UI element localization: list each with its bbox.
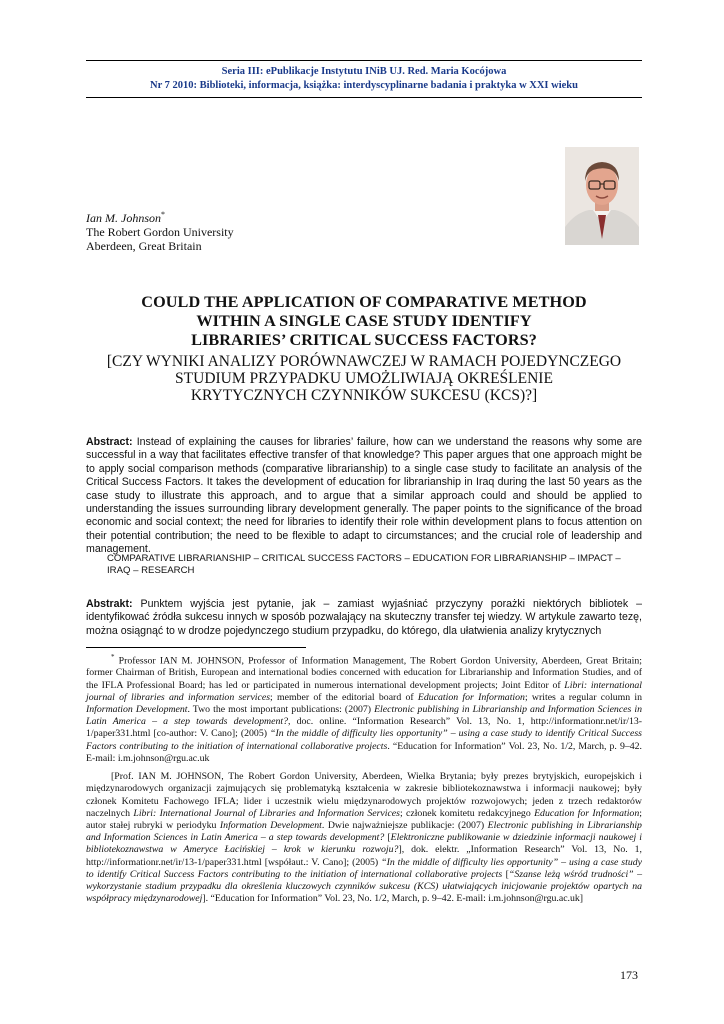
footnote-en-italic: Libri: international journal of libraries and information services [86, 679, 642, 703]
footnote-pl-text: ; członek komitetu redakcyjnego [399, 807, 535, 819]
series-header-line1: Seria III: ePublikacje Instytutu INiB UJ. Red. Maria Kocójowa [221, 66, 507, 77]
footnote-pl-italic: Education for Information [534, 807, 640, 819]
author-footnote [86, 651, 642, 905]
portrait-illustration [565, 147, 639, 245]
abstract-english [86, 436, 642, 557]
footnote-en-italic: Education for Information [417, 691, 525, 703]
footnote-en-text: ; writes a regular column in [524, 691, 642, 703]
keywords: COMPARATIVE LIBRARIANSHIP – CRITICAL SUCCESS FACTORS – EDUCATION FOR LIBRARIANSHIP – IMPACT – IRAQ – RESEARCH [107, 553, 621, 576]
footnote-en-text: . Two the most important publications: (2007) [187, 704, 375, 716]
footnote-pl-text: . Dwie najważniejsze publikacje: (2007) [321, 819, 488, 831]
author-footnote-mark: * [161, 210, 165, 219]
author-portrait-photo [565, 147, 639, 245]
footnote-en-text: . “Education for Information” Vol. 23, No. 1/2, March, p. 9–42. E-mail: i.m.johnson@rgu.ac.uk [86, 740, 642, 764]
abstract-label: Abstract: [86, 436, 133, 448]
footnote-pl-text: ; autor stałej rubryki w periodyku [86, 807, 642, 831]
series-header-line2: Nr 7 2010: Biblioteki, informacja, książka: interdyscyplinarne badania i praktyka w XXI wieku [149, 80, 578, 91]
abstract-polish [86, 598, 642, 638]
footnote-pl-italic: “In the middle of difficulty lies opportunity” – using a case study to identify Critical Success Factors contributing to the initiation of international collaborative projects [86, 856, 642, 880]
header-bottom-rule [86, 97, 642, 98]
footnote-en-italic: Electronic publishing in Librarianship and Information Sciences in Latin America – a step towards development? [86, 704, 642, 728]
footnote-mark: * [111, 653, 115, 661]
subtitle-line2: STUDIUM PRZYPADKU UMOŻLIWIAJĄ OKREŚLENIE [175, 370, 553, 387]
author-name: Ian M. Johnson [86, 211, 161, 225]
author-name-line [86, 208, 234, 225]
footnote-en-italic: “In the middle of difficulty lies opportunity” – using a case study to identify Critical Success Factors contributing to the initiation of international collaborative projects [86, 728, 642, 752]
header-top-rule [86, 60, 642, 61]
footnote-pl-text: [Prof. IAN M. JOHNSON, The Robert Gordon University, Aberdeen, Wielka Brytania; były prezes brytyjskich, europejskich i międzynarodowych organizacji zajmujących się problematyką kształcenia w zakresie bibliotekoznawstwa i informacji naukowej; były członek Komitetu Fachowego IFLA; lider i uczestnik wielu międzynarodowych projektów rozwojowych; jeden z trzech redaktorów naczelnych [86, 771, 642, 819]
footnote-pl-italic: “Szanse leżą wśród trudności” – wykorzystanie stadium przypadku dla określenia kluczowych czynników sukcesu (KCS) ułatwiających inicjowanie projektów opartych na współpracy międzynarodowej [86, 868, 642, 905]
footnote-pl-text: [ [502, 868, 509, 880]
footnote-en-italic: Information Development [86, 704, 188, 716]
footnote-en-text: , doc. online. “Information Research” Vol. 13, No. 1, http://informationr.net/ir/13-1/paper331.html [co-author: V. Cano]; (2005) [86, 716, 643, 740]
footnote-pl-italic: Electronic publishing in Librarianship and Information Sciences in Latin America – a step towards development? [86, 819, 642, 844]
paper-title [86, 293, 642, 350]
footnote-separator [86, 647, 306, 648]
title-line2: WITHIN A SINGLE CASE STUDY IDENTIFY [196, 312, 532, 330]
abstrakt-label: Abstrakt: [86, 598, 133, 610]
title-line1: COULD THE APPLICATION OF COMPARATIVE METHOD [141, 293, 587, 311]
author-affiliation: The Robert Gordon University [86, 225, 234, 239]
series-header [86, 65, 642, 93]
footnote-pl-text: ], dok. elektr. „Information Research” Vol. 13, No. 1, http://informationr.net/ir/13-1/paper331.html [współaut.: V. Cano]; (2005) [86, 844, 642, 868]
footnote-pl-italic: Libri: International Journal of Libraries and Information Services [133, 807, 400, 819]
title-line3: LIBRARIES’ CRITICAL SUCCESS FACTORS? [191, 331, 537, 349]
footnote-pl-text: ]. “Education for Information” Vol. 23, No. 1/2, March, p. 9–42. E-mail: i.m.johnson@rgu.ac.uk] [202, 893, 584, 905]
abstract-text: Instead of explaining the causes for libraries’ failure, how can we understand the reasons why some are successful in a way that facilitates effective transfer of that knowledge? This paper argues that one approach might be to apply social comparison methods (comparative librarianship) to a single case study to facilitate an analysis of the Critical Success Factors. It takes the development of education for librarianship in Iraq during the last 50 years as the case study to illustrate this approach, and to argue that a similar approach could and should be applied to understanding the issues surrounding library development generally. The paper points to the significance of the broad economic and social context; the need for libraries to identify their role within development plans to focus attention on their potential contribution; the need to be flexible to adapt to circumstances; and the crucial role of leadership and management. [86, 436, 642, 556]
subtitle-line1: [CZY WYNIKI ANALIZY PORÓWNAWCZEJ W RAMACH POJEDYNCZEGO [106, 353, 622, 370]
footnote-en-text: Professor IAN M. JOHNSON, Professor of Information Management, The Robert Gordon University, Aberdeen, Great Britain; former Chairman of British, European and international bodies concerned with education for Librarianship and Information Studies, and of the IFLA Professional Board; has led or participated in numerous international development projects; Joint Editor of [86, 655, 642, 691]
subtitle-line3: KRYTYCZNYCH CZYNNIKÓW SUKCESU (KCS)?] [190, 387, 538, 404]
footnote-pl-italic: Information Development [219, 819, 322, 831]
footnote-pl-text: [ [384, 832, 391, 844]
footnote-pl-italic: Elektroniczne publikowanie w dziedzinie informacji naukowej i bibliotekoznawstwa w Ameryce Łacińskiej – krok w kierunku rozwoju? [86, 832, 642, 856]
footnote-polish [86, 771, 642, 905]
page-number: 173 [620, 968, 638, 982]
author-block [86, 208, 234, 253]
abstrakt-text: Punktem wyjścia jest pytanie, jak – zamiast wyjaśniać przyczyny porażki niektórych bibliotek – identyfikować źródła sukcesu innych w sposób pozwalający na skuteczny transfer tej wiedzy. W artykule zawarto tezę, można osiągnąć to w drodze pojedynczego studium przypadku, do którego, dla ułatwienia analizy krytycznych [86, 598, 642, 637]
footnote-english [86, 651, 642, 765]
footnote-en-text: ; member of the editorial board of [270, 691, 418, 703]
author-location: Aberdeen, Great Britain [86, 239, 202, 253]
paper-subtitle-polish [86, 353, 642, 404]
